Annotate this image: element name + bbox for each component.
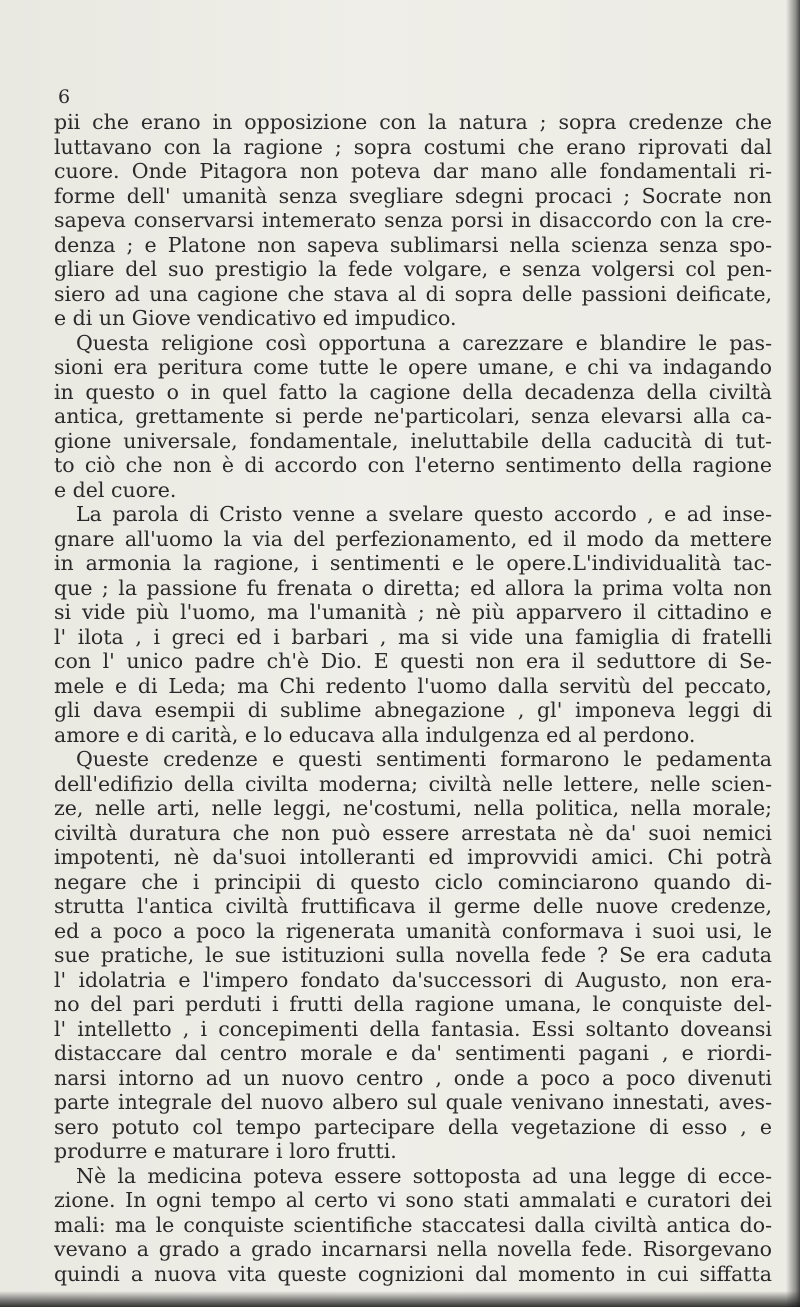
text-line: mali: ma le conquiste scientifiche staccatesi dalla civiltà antica do- [54,1212,772,1237]
page-number: 6 [58,86,71,108]
text-line: sapeva conservarsi intemerato senza porsi in disaccordo con la cre- [54,208,772,232]
text-line: sero potuto col tempo partecipare della vegetazione di esso , e [54,1114,772,1139]
text-line: e di un Giove vendicativo ed impudico. [54,306,457,330]
text-line: mele e di Leda; ma Chi redento l'uomo dalla servitù del peccato, [54,673,772,698]
text-line: que ; la passione fu frenata o diretta; ed allora la prima volta non [54,575,772,600]
text-line: in armonia la ragione, i sentimenti e le opere.L'individualità tac- [54,551,772,575]
text-line: ed a poco a poco la rigenerata umanità conformava i suoi usi, le [54,918,772,943]
text-line: l' intelletto , i concepimenti della fantasia. Essi soltanto doveansi [54,1016,772,1041]
text-line: amore e di carità, e lo educava alla indulgenza ed al perdono. [54,722,696,747]
text-line: con l' unico padre ch'è Dio. E questi non era il seduttore di Se- [54,649,772,673]
text-line: negare che i principii di questo ciclo cominciarono quando di- [54,869,772,894]
text-line: Queste credenze e questi sentimenti formarono le pedamenta [76,747,772,771]
page-edge-shadow [786,0,800,1307]
text-line: e del cuore. [54,477,177,502]
text-line: sioni era peritura come tutte le opere umane, e chi va indagando [54,355,772,379]
text-line: antica, grettamente si perde ne'particolari, senza elevarsi alla ca- [54,404,772,428]
text-line: siero ad una cagione che stava al di sopra delle passioni deificate, [54,281,772,306]
text-line: ze, nelle arti, nelle leggi, ne'costumi, nella politica, nella morale; [54,796,772,820]
text-line: La parola di Cristo venne a svelare questo accordo , e ad inse- [76,502,772,526]
text-line: strutta l'antica civiltà fruttificava il germe delle nuove credenze, [54,894,772,918]
text-line: l' idolatria e l'impero fondato da'successori di Augusto, non era- [54,967,772,992]
text-line: cuore. Onde Pitagora non poteva dar mano alle fondamentali ri- [54,159,772,183]
text-line: gnare all'uomo la via del perfezionamento, ed il modo da mettere [54,526,772,551]
text-line: to ciò che non è di accordo con l'eterno sentimento della ragione [54,453,772,477]
text-line: sue pratiche, le sue istituzioni sulla novella fede ? Se era caduta [54,943,772,967]
text-line: zione. In ogni tempo al certo vi sono stati ammalati e curatori dei [54,1188,772,1212]
page-bottom-shadow [0,1291,800,1307]
text-line: pii che erano in opposizione con la natura ; sopra credenze che [54,110,772,134]
text-line: dell'edifizio della civilta moderna; civiltà nelle lettere, nelle scien- [54,771,772,796]
text-line: gione universale, fondamentale, ineluttabile della caducità di tut- [54,428,772,453]
text-line: civiltà duratura che non può essere arrestata nè da' suoi nemici [54,820,772,845]
text-line: impotenti, nè da'suoi intolleranti ed improvvidi amici. Chi potrà [54,845,772,869]
text-line: in questo o in quel fatto la cagione della decadenza della civiltà [54,379,772,404]
body-text [54,110,772,1286]
text-line: Nè la medicina poteva essere sottoposta ad una legge di ecce- [76,1163,772,1188]
text-line: forme dell' umanità senza svegliare sdegni procaci ; Socrate non [54,183,772,208]
text-line: no del pari perduti i frutti della ragione umana, le conquiste del- [54,992,772,1016]
text-line: luttavano con la ragione ; sopra costumi che erano riprovati dal [54,134,772,159]
text-line: gli dava esempii di sublime abnegazione , gl' imponeva leggi di [54,698,772,722]
text-line: denza ; e Platone non sapeva sublimarsi nella scienza senza spo- [54,232,772,257]
text-line: si vide più l'uomo, ma l'umanità ; nè più apparvero il cittadino e [54,600,772,624]
text-line: quindi a nuova vita queste cognizioni dal momento in cui siffatta [54,1261,772,1286]
text-line: distaccare dal centro morale e da' sentimenti pagani , e riordi- [54,1041,772,1065]
text-line: narsi intorno ad un nuovo centro , onde a poco a poco divenuti [54,1065,772,1090]
text-line: vevano a grado a grado incarnarsi nella novella fede. Risorgevano [54,1237,772,1261]
text-line: l' ilota , i greci ed i barbari , ma si vide una famiglia di fratelli [54,624,772,649]
text-line: Questa religione così opportuna a carezzare e blandire le pas- [76,330,772,355]
text-line: produrre e maturare i loro frutti. [54,1139,397,1163]
text-line: parte integrale del nuovo albero sul quale venivano innestati, aves- [54,1090,772,1114]
text-line: gliare del suo prestigio la fede volgare, e senza volgersi col pen- [54,257,772,281]
